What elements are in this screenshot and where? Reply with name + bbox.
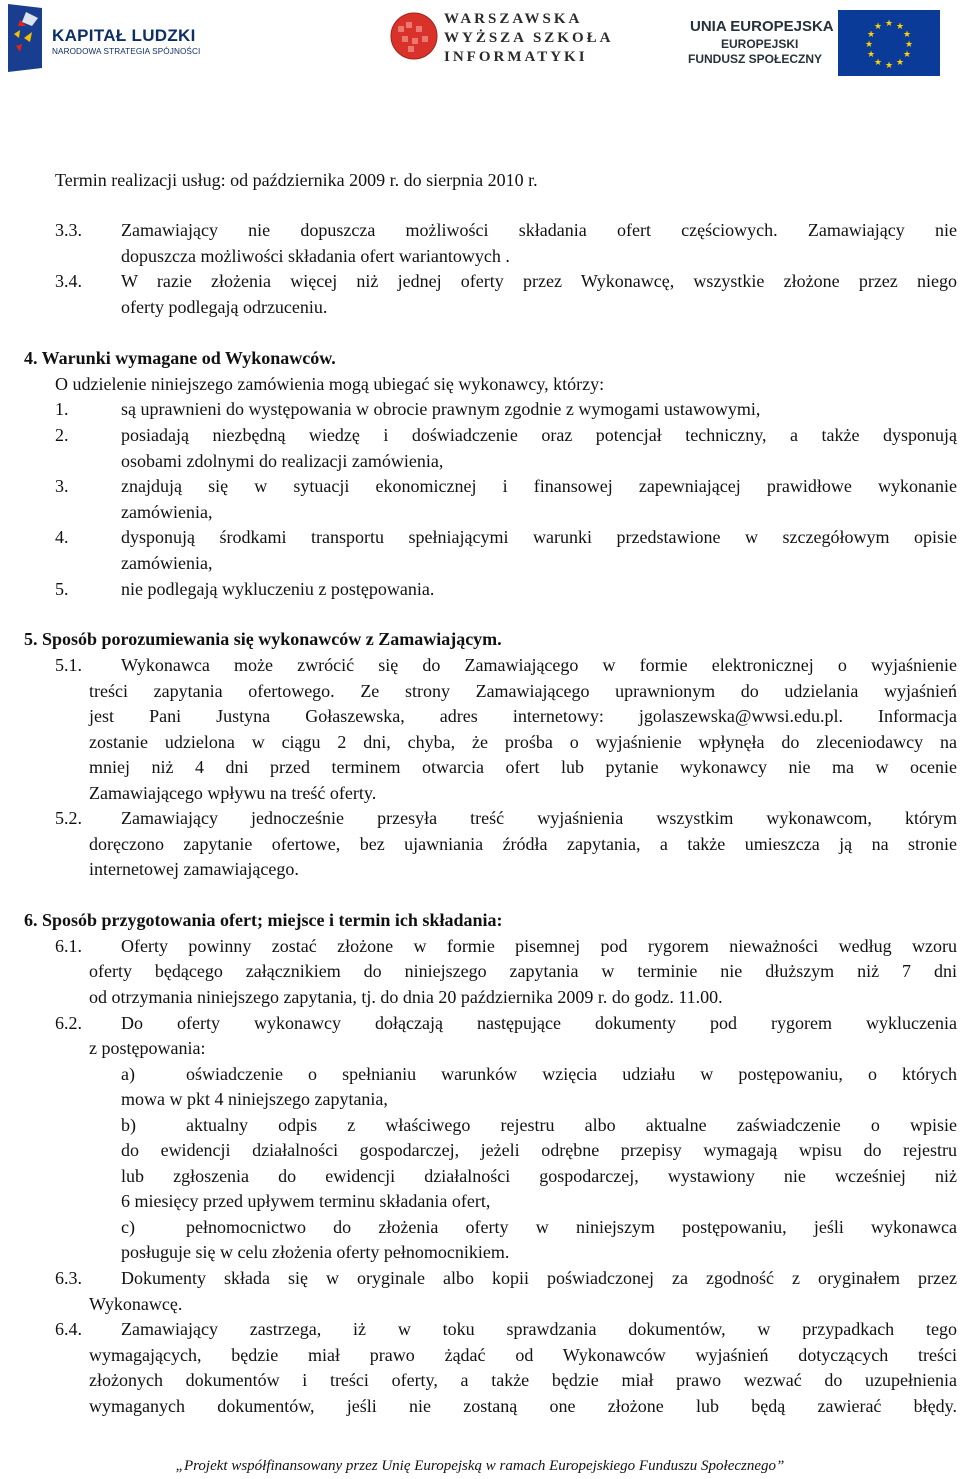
wwsi-logo-icon bbox=[390, 12, 438, 65]
sublist-item: lub zgłoszenia do ewidencji działalności gospodarczej, wystawiony nie wcześniej niż bbox=[121, 1166, 957, 1186]
sublist-label: c) bbox=[121, 1217, 135, 1237]
item-number: 3.4. bbox=[55, 271, 82, 291]
wwsi-line-1: WARSZAWSKA bbox=[444, 11, 583, 27]
kapital-ludzki-star-icon bbox=[8, 4, 50, 72]
item-number: 5.2. bbox=[55, 808, 82, 828]
paragraph-line: Zamawiającego wpływu na treść oferty. bbox=[89, 783, 377, 803]
list-number: 3. bbox=[55, 476, 69, 496]
paragraph-line: dopuszcza możliwości składania ofert wariantowych . bbox=[121, 246, 510, 266]
kapital-ludzki-title: KAPITAŁ LUDZKI bbox=[52, 26, 196, 45]
list-number: 2. bbox=[55, 425, 69, 445]
svg-text:★: ★ bbox=[873, 58, 883, 68]
section-5-heading: 5. Sposób porozumiewania się wykonawców z Zamawiającym. bbox=[24, 629, 502, 649]
sublist-item: pełnomocnictwo do złożenia oferty w niniejszym postępowaniu, jeśli wykonawca bbox=[186, 1217, 957, 1237]
svg-text:★: ★ bbox=[866, 30, 876, 40]
paragraph-line: internetowej zamawiającego. bbox=[89, 859, 299, 879]
list-number: 5. bbox=[55, 579, 69, 599]
sublist-label: a) bbox=[121, 1064, 135, 1084]
list-item: zamówienia, bbox=[121, 502, 213, 522]
ue-subtitle-1: EUROPEJSKI bbox=[721, 37, 799, 51]
ue-title: UNIA EUROPEJSKA bbox=[690, 18, 834, 35]
paragraph-line: zostanie udzielona w ciągu 2 dni, chyba, że prośba o wyjaśnienie wpłynęła do zleceniodawcy na bbox=[89, 732, 957, 752]
wwsi-line-3: INFORMATYKI bbox=[444, 49, 588, 65]
svg-text:★: ★ bbox=[864, 40, 874, 50]
svg-text:★: ★ bbox=[866, 50, 876, 60]
paragraph-line: O udzielenie niniejszego zamówienia mogą ubiegać się wykonawcy, którzy: bbox=[55, 374, 605, 394]
header-logos bbox=[0, 0, 960, 85]
paragraph-line: jest Pani Justyna Gołaszewska, adres internetowy: jgolaszewska@wwsi.edu.pl. Informacja bbox=[89, 706, 957, 726]
paragraph-line: Zamawiający zastrzega, iż w toku sprawdzania dokumentów, w przypadkach tego bbox=[121, 1319, 957, 1339]
paragraph-line: Dokumenty składa się w oryginale albo kopii poświadczonej za zgodność z oryginałem przez bbox=[121, 1268, 957, 1288]
sublist-item: do ewidencji działalności gospodarczej, jeżeli odrębne przepisy wymagają wpisu do rejestru bbox=[121, 1140, 957, 1160]
sublist-item: oświadczenie o spełnianiu warunków wzięcia udziału w postępowaniu, o których bbox=[186, 1064, 957, 1084]
kapital-ludzki-subtitle: NARODOWA STRATEGIA SPÓJNOŚCI bbox=[52, 47, 201, 56]
list-item: znajdują się w sytuacji ekonomicznej i finansowej zapewniającej prawidłowe wykonanie bbox=[121, 476, 957, 496]
sublist-item: mowa w pkt 4 niniejszego zapytania, bbox=[121, 1089, 388, 1109]
list-number: 4. bbox=[55, 527, 69, 547]
item-number: 6.2. bbox=[55, 1013, 82, 1033]
paragraph-line: złożonych dokumentów i treści oferty, a także będzie miał prawo wezwać do uzupełnienia bbox=[89, 1370, 957, 1390]
footer-note: „Projekt współfinansowany przez Unię Europejską w ramach Europejskiego Funduszu Społecznego” bbox=[175, 1458, 785, 1474]
paragraph-line: doręczono zapytanie ofertowe, bez ujawniania źródła zapytania, a także umieszcza ją na stronie bbox=[89, 834, 957, 854]
paragraph-line: Do oferty wykonawcy dołączają następujące dokumenty pod rygorem wykluczenia bbox=[121, 1013, 957, 1033]
paragraph-line: Zamawiający nie dopuszcza możliwości składania ofert częściowych. Zamawiający nie bbox=[121, 220, 957, 240]
paragraph-line: Oferty powinny zostać złożone w formie pisemnej pod rygorem nieważności według wzoru bbox=[121, 936, 957, 956]
paragraph-line: oferty podlegają odrzuceniu. bbox=[121, 297, 328, 317]
sublist-item: 6 miesięcy przed upływem terminu składania ofert, bbox=[121, 1191, 491, 1211]
list-number: 1. bbox=[55, 399, 69, 419]
list-item: są uprawnieni do występowania w obrocie prawnym zgodnie z wymogami ustawowymi, bbox=[121, 399, 761, 419]
paragraph-line: wymaganych dokumentów, jeśli nie zostaną one złożone lub będą zawierać błędy. bbox=[89, 1396, 957, 1416]
list-item: posiadają niezbędną wiedzę i doświadczenie oraz potencjał techniczny, a także dysponują bbox=[121, 425, 957, 445]
svg-text:★: ★ bbox=[873, 22, 883, 32]
svg-text:★: ★ bbox=[895, 22, 905, 32]
ue-subtitle-2: FUNDUSZ SPOŁECZNY bbox=[688, 52, 823, 66]
item-number: 6.3. bbox=[55, 1268, 82, 1288]
paragraph-line: oferty będącego załącznikiem do niniejszego zapytania w terminie nie dłuższym niż 7 dni bbox=[89, 961, 957, 981]
paragraph-line: Wykonawcę. bbox=[89, 1294, 183, 1314]
wwsi-logo-text bbox=[444, 10, 613, 67]
section-4-heading: 4. Warunki wymagane od Wykonawców. bbox=[24, 348, 336, 368]
svg-text:★: ★ bbox=[902, 30, 912, 40]
list-item: dysponują środkami transportu spełniającymi warunki przedstawione w szczegółowym opisie bbox=[121, 527, 957, 547]
wwsi-line-2: WYŻSZA SZKOŁA bbox=[444, 30, 614, 46]
paragraph-line: mniej niż 4 dni przed terminem otwarcia ofert lub pytanie wykonawcy nie ma w ocenie bbox=[89, 757, 957, 777]
paragraph-line: treści zapytania ofertowego. Ze strony Zamawiającego uprawnionym do udzielania wyjaśnień bbox=[89, 681, 957, 701]
sublist-item: posługuje się w celu złożenia oferty pełnomocnikiem. bbox=[121, 1242, 510, 1262]
paragraph-line: W razie złożenia więcej niż jednej oferty przez Wykonawcę, wszystkie złożone przez niego bbox=[121, 271, 957, 291]
sublist-item: aktualny odpis z właściwego rejestru albo aktualne zaświadczenie o wpisie bbox=[186, 1115, 957, 1135]
section-6-heading: 6. Sposób przygotowania ofert; miejsce i termin ich składania: bbox=[24, 910, 503, 930]
svg-text:★: ★ bbox=[884, 19, 894, 29]
service-term: Termin realizacji usług: od października 2009 r. do sierpnia 2010 r. bbox=[55, 170, 538, 190]
eu-flag-icon bbox=[838, 10, 940, 76]
item-number: 6.4. bbox=[55, 1319, 82, 1339]
svg-text:★: ★ bbox=[904, 40, 914, 50]
kapital-ludzki-logo bbox=[8, 4, 50, 77]
paragraph-line: wymagających, będzie miał prawo żądać od Wykonawców wyjaśnień dotyczących treści bbox=[89, 1345, 957, 1365]
sublist-label: b) bbox=[121, 1115, 136, 1135]
list-item: zamówienia, bbox=[121, 553, 213, 573]
paragraph-line: Zamawiający jednocześnie przesyła treść wyjaśnienia wszystkim wykonawcom, którym bbox=[121, 808, 957, 828]
item-number: 5.1. bbox=[55, 655, 82, 675]
svg-text:★: ★ bbox=[884, 61, 894, 71]
list-item: nie podlegają wykluczeniu z postępowania. bbox=[121, 579, 435, 599]
list-item: osobami zdolnymi do realizacji zamówienia, bbox=[121, 451, 444, 471]
item-number: 3.3. bbox=[55, 220, 82, 240]
svg-text:★: ★ bbox=[895, 58, 905, 68]
item-number: 6.1. bbox=[55, 936, 82, 956]
paragraph-line: od otrzymania niniejszego zapytania, tj. do dnia 20 października 2009 r. do godz. 11.00. bbox=[89, 987, 723, 1007]
paragraph-line: Wykonawca może zwrócić się do Zamawiającego w formie elektronicznej o wyjaśnienie bbox=[121, 655, 957, 675]
svg-text:★: ★ bbox=[902, 50, 912, 60]
paragraph-line: z postępowania: bbox=[89, 1038, 206, 1058]
